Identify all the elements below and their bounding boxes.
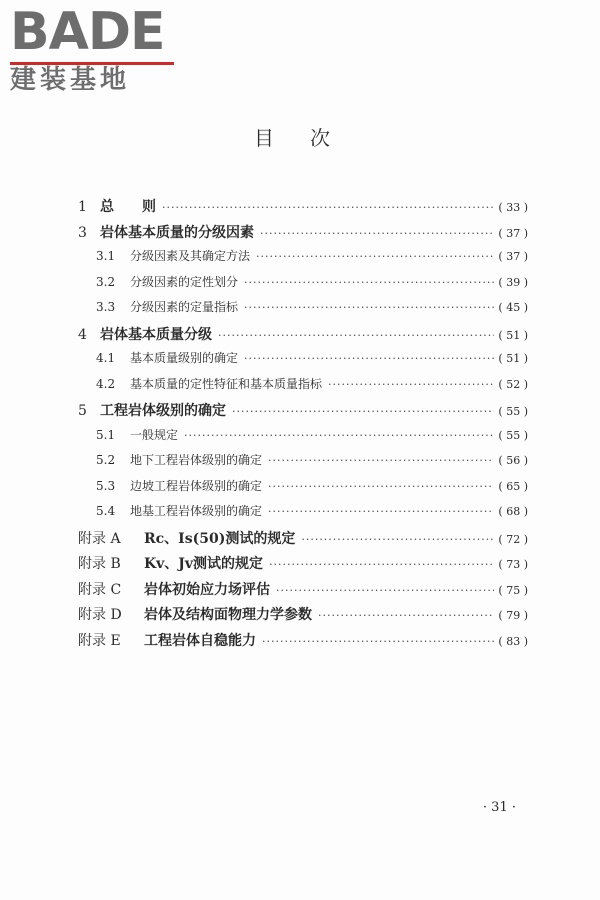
toc-entry-number: 5.1 [96, 427, 116, 442]
toc-entry[interactable] [78, 451, 528, 477]
toc-leader-dots [162, 201, 494, 214]
toc-entry-title: 岩体及结构面物理力学参数 [144, 607, 312, 623]
toc-entry-page: ( 72 ) [498, 532, 528, 546]
toc-entry-page: ( 52 ) [498, 377, 528, 391]
toc-entry-number: 附录 B [78, 556, 121, 572]
toc-entry[interactable] [78, 502, 528, 528]
toc-leader-dots [218, 329, 494, 342]
toc-entry-title: 基本质量级别的确定 [130, 351, 239, 365]
toc-entry[interactable] [78, 222, 528, 248]
toc-entry-title: 边坡工程岩体级别的确定 [130, 478, 263, 493]
toc-leader-dots [184, 429, 494, 442]
toc-entry-number: 3.1 [96, 249, 116, 263]
logo-wordmark: BADE [10, 2, 165, 62]
toc-entry[interactable] [78, 400, 528, 426]
toc-entry[interactable] [78, 477, 528, 503]
toc-entry-number: 5.3 [96, 478, 116, 493]
logo-chinese-name: 建装基地 [10, 65, 131, 95]
toc-entry[interactable] [78, 604, 528, 630]
toc-entry-title: 地下工程岩体级别的确定 [130, 453, 263, 467]
toc-entry-page: ( 55 ) [498, 428, 528, 442]
toc-entry-page: ( 55 ) [498, 405, 528, 418]
toc-entry[interactable] [78, 273, 528, 299]
toc-entry[interactable] [78, 298, 528, 324]
toc-entry-title: 总 则 [100, 199, 156, 215]
page-title: 目次 [254, 126, 366, 150]
toc-entry[interactable] [78, 553, 528, 579]
toc-entry-page: ( 33 ) [498, 201, 528, 214]
toc-entry-title: Kv、Jv测试的规定 [144, 556, 264, 572]
toc-entry-page: ( 65 ) [498, 479, 528, 493]
toc-leader-dots [244, 352, 494, 365]
toc-entry-title: 分级因素的定性划分 [130, 274, 239, 289]
toc-entry-number: 附录 E [78, 632, 121, 649]
toc-entry[interactable] [78, 426, 528, 452]
toc-entry-title: 基本质量的定性特征和基本质量指标 [130, 376, 323, 391]
toc-leader-dots [268, 480, 494, 493]
toc-leader-dots [244, 301, 494, 314]
toc-entry-number: 4 [78, 326, 87, 343]
toc-entry-number: 附录 C [78, 581, 122, 598]
toc-entry-number: 5.4 [96, 504, 116, 518]
toc-entry-page: ( 37 ) [498, 250, 528, 263]
toc-entry-title: 地基工程岩体级别的确定 [130, 504, 263, 518]
toc-leader-dots [232, 405, 494, 418]
toc-entry-page: ( 73 ) [498, 558, 528, 571]
toc-entry-page: ( 39 ) [498, 275, 528, 289]
toc-entry-title: Rc、Is(50)测试的规定 [144, 530, 296, 547]
toc-entry[interactable] [78, 375, 528, 401]
toc-entry[interactable] [78, 349, 528, 375]
table-of-contents [78, 196, 528, 655]
toc-entry-number: 4.1 [96, 351, 116, 365]
toc-leader-dots [269, 558, 494, 571]
toc-entry-number: 3.3 [96, 300, 116, 314]
toc-entry[interactable] [78, 324, 528, 350]
toc-entry-number: 3.2 [96, 274, 116, 289]
toc-entry-title: 岩体初始应力场评估 [144, 581, 270, 598]
toc-entry-number: 5 [78, 403, 87, 419]
toc-entry-page: ( 56 ) [498, 454, 528, 467]
toc-entry-page: ( 45 ) [498, 301, 528, 314]
toc-leader-dots [260, 227, 494, 240]
toc-entry-number: 4.2 [96, 376, 116, 391]
toc-leader-dots [301, 533, 494, 546]
page-number: · 31 · [482, 800, 516, 815]
toc-entry-number: 1 [78, 199, 87, 215]
toc-entry-page: ( 83 ) [498, 634, 528, 648]
toc-leader-dots [244, 276, 494, 289]
toc-entry-number: 附录 D [78, 607, 122, 623]
toc-leader-dots [328, 378, 494, 391]
toc-leader-dots [262, 635, 494, 648]
toc-entry-page: ( 79 ) [498, 609, 528, 622]
toc-entry[interactable] [78, 630, 528, 656]
toc-entry-page: ( 75 ) [498, 583, 528, 597]
toc-entry-title: 工程岩体自稳能力 [144, 632, 256, 649]
bade-logo [10, 2, 180, 95]
toc-leader-dots [268, 454, 494, 467]
toc-leader-dots [256, 250, 494, 263]
toc-entry[interactable] [78, 196, 528, 222]
toc-leader-dots [276, 584, 494, 597]
toc-entry-page: ( 37 ) [498, 226, 528, 240]
toc-entry-page: ( 51 ) [498, 328, 528, 342]
toc-leader-dots [318, 609, 494, 622]
toc-entry-title: 一般规定 [130, 427, 179, 442]
toc-entry-page: ( 68 ) [498, 505, 528, 518]
toc-entry-page: ( 51 ) [498, 352, 528, 365]
toc-entry[interactable] [78, 247, 528, 273]
toc-entry-number: 3 [78, 224, 87, 241]
toc-entry-title: 分级因素及其确定方法 [130, 249, 251, 263]
toc-entry-title: 分级因素的定量指标 [130, 300, 239, 314]
toc-entry[interactable] [78, 528, 528, 554]
toc-leader-dots [268, 505, 494, 518]
toc-entry-number: 附录 A [78, 530, 121, 547]
toc-entry-number: 5.2 [96, 453, 116, 467]
toc-entry[interactable] [78, 579, 528, 605]
toc-entry-title: 岩体基本质量分级 [100, 326, 212, 343]
toc-entry-title: 工程岩体级别的确定 [100, 403, 226, 419]
toc-entry-title: 岩体基本质量的分级因素 [100, 224, 254, 241]
